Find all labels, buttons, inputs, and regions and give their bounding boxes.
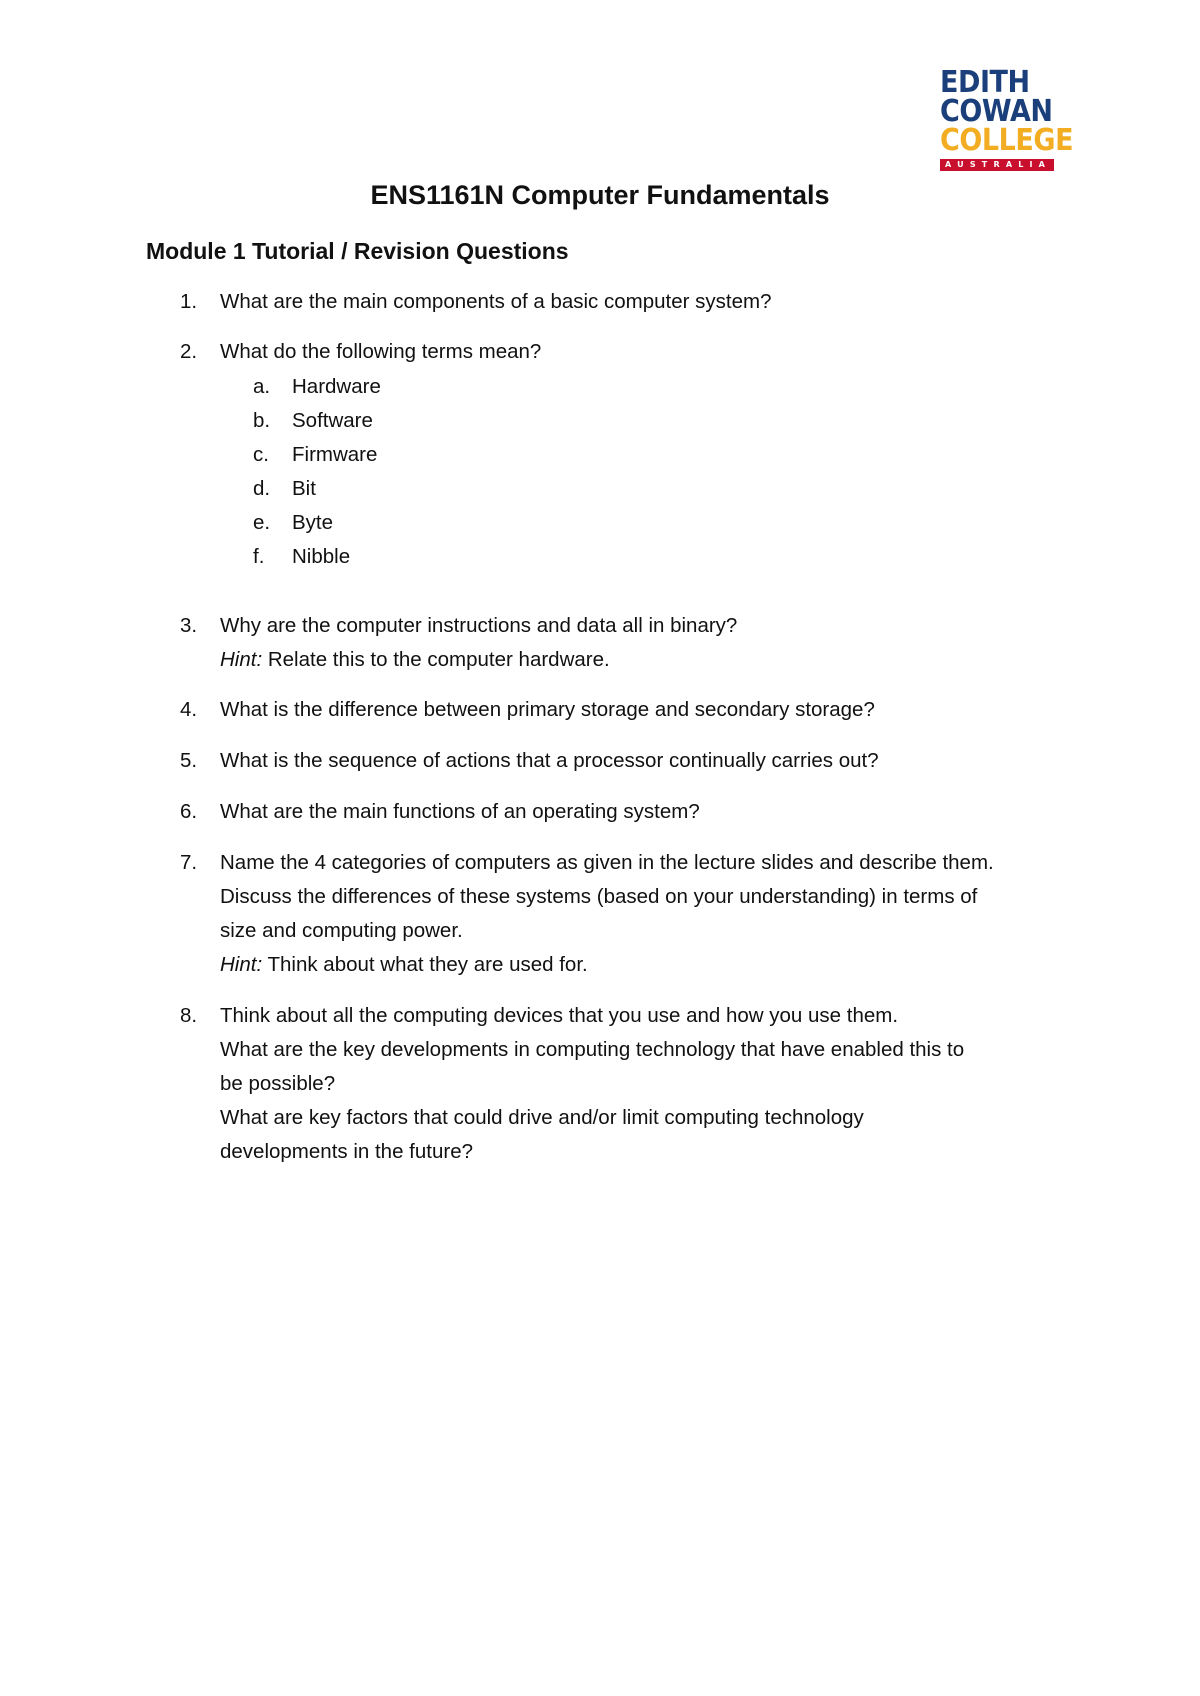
- sub-item-letter: c.: [253, 443, 269, 466]
- question-hint: [220, 643, 1100, 677]
- question-number: 5.: [180, 749, 198, 772]
- question-number: 8.: [180, 1004, 198, 1027]
- question-text: Think about all the computing devices that you use and how you use them.: [220, 1004, 899, 1027]
- hint-text: Relate this to the computer hardware.: [262, 648, 610, 671]
- sub-item-term: Hardware: [292, 375, 381, 398]
- question-number: 7.: [180, 851, 198, 874]
- question-text: Why are the computer instructions and data all in binary?: [220, 614, 738, 637]
- question-text: Name the 4 categories of computers as given in the lecture slides and describe them.: [220, 851, 994, 874]
- question-hint: [220, 948, 1100, 982]
- sub-item-letter: b.: [253, 409, 271, 432]
- logo-line-college: COLLEGE: [940, 123, 1074, 158]
- sub-item-term: Nibble: [292, 545, 351, 568]
- question-number: 6.: [180, 800, 198, 823]
- question-text: What is the sequence of actions that a processor continually carries out?: [220, 749, 879, 772]
- question-text: What are the main components of a basic computer system?: [220, 290, 772, 313]
- sub-item-letter: f.: [253, 545, 265, 568]
- question-text: What do the following terms mean?: [220, 340, 542, 363]
- question-number: 1.: [180, 290, 198, 313]
- logo-line-edith: EDITH: [940, 65, 1030, 100]
- question-text: What is the difference between primary storage and secondary storage?: [220, 698, 875, 721]
- hint-label: Hint:: [220, 953, 263, 976]
- edith-cowan-college-logo: [940, 65, 1074, 171]
- hint-label: Hint:: [220, 648, 263, 671]
- question-text: size and computing power.: [220, 919, 463, 942]
- section-heading: Module 1 Tutorial / Revision Questions: [146, 238, 569, 264]
- hint-text: Think about what they are used for.: [262, 953, 588, 976]
- question-text: What are key factors that could drive and/or limit computing technology: [220, 1106, 864, 1129]
- question-text: be possible?: [220, 1072, 336, 1095]
- question-text: What are the main functions of an operating system?: [220, 800, 700, 823]
- sub-item-term: Software: [292, 409, 373, 432]
- document-title: ENS1161N Computer Fundamentals: [370, 180, 830, 210]
- question-number: 2.: [180, 340, 198, 363]
- logo-line-cowan: COWAN: [940, 94, 1053, 129]
- sub-item-letter: d.: [253, 477, 271, 500]
- question-text: developments in the future?: [220, 1140, 473, 1163]
- sub-item-term: Bit: [292, 477, 316, 500]
- sub-item-term: Byte: [292, 511, 334, 534]
- question-text: What are the key developments in computing technology that have enabled this to: [220, 1038, 965, 1061]
- question-number: 4.: [180, 698, 198, 721]
- question-number: 3.: [180, 614, 198, 637]
- logo-band-australia: AUSTRALIA: [940, 159, 1054, 171]
- sub-item-term: Firmware: [292, 443, 378, 466]
- sub-item-letter: e.: [253, 511, 271, 534]
- sub-item-letter: a.: [253, 375, 271, 398]
- question-text: Discuss the differences of these systems (based on your understanding) in terms of: [220, 885, 978, 908]
